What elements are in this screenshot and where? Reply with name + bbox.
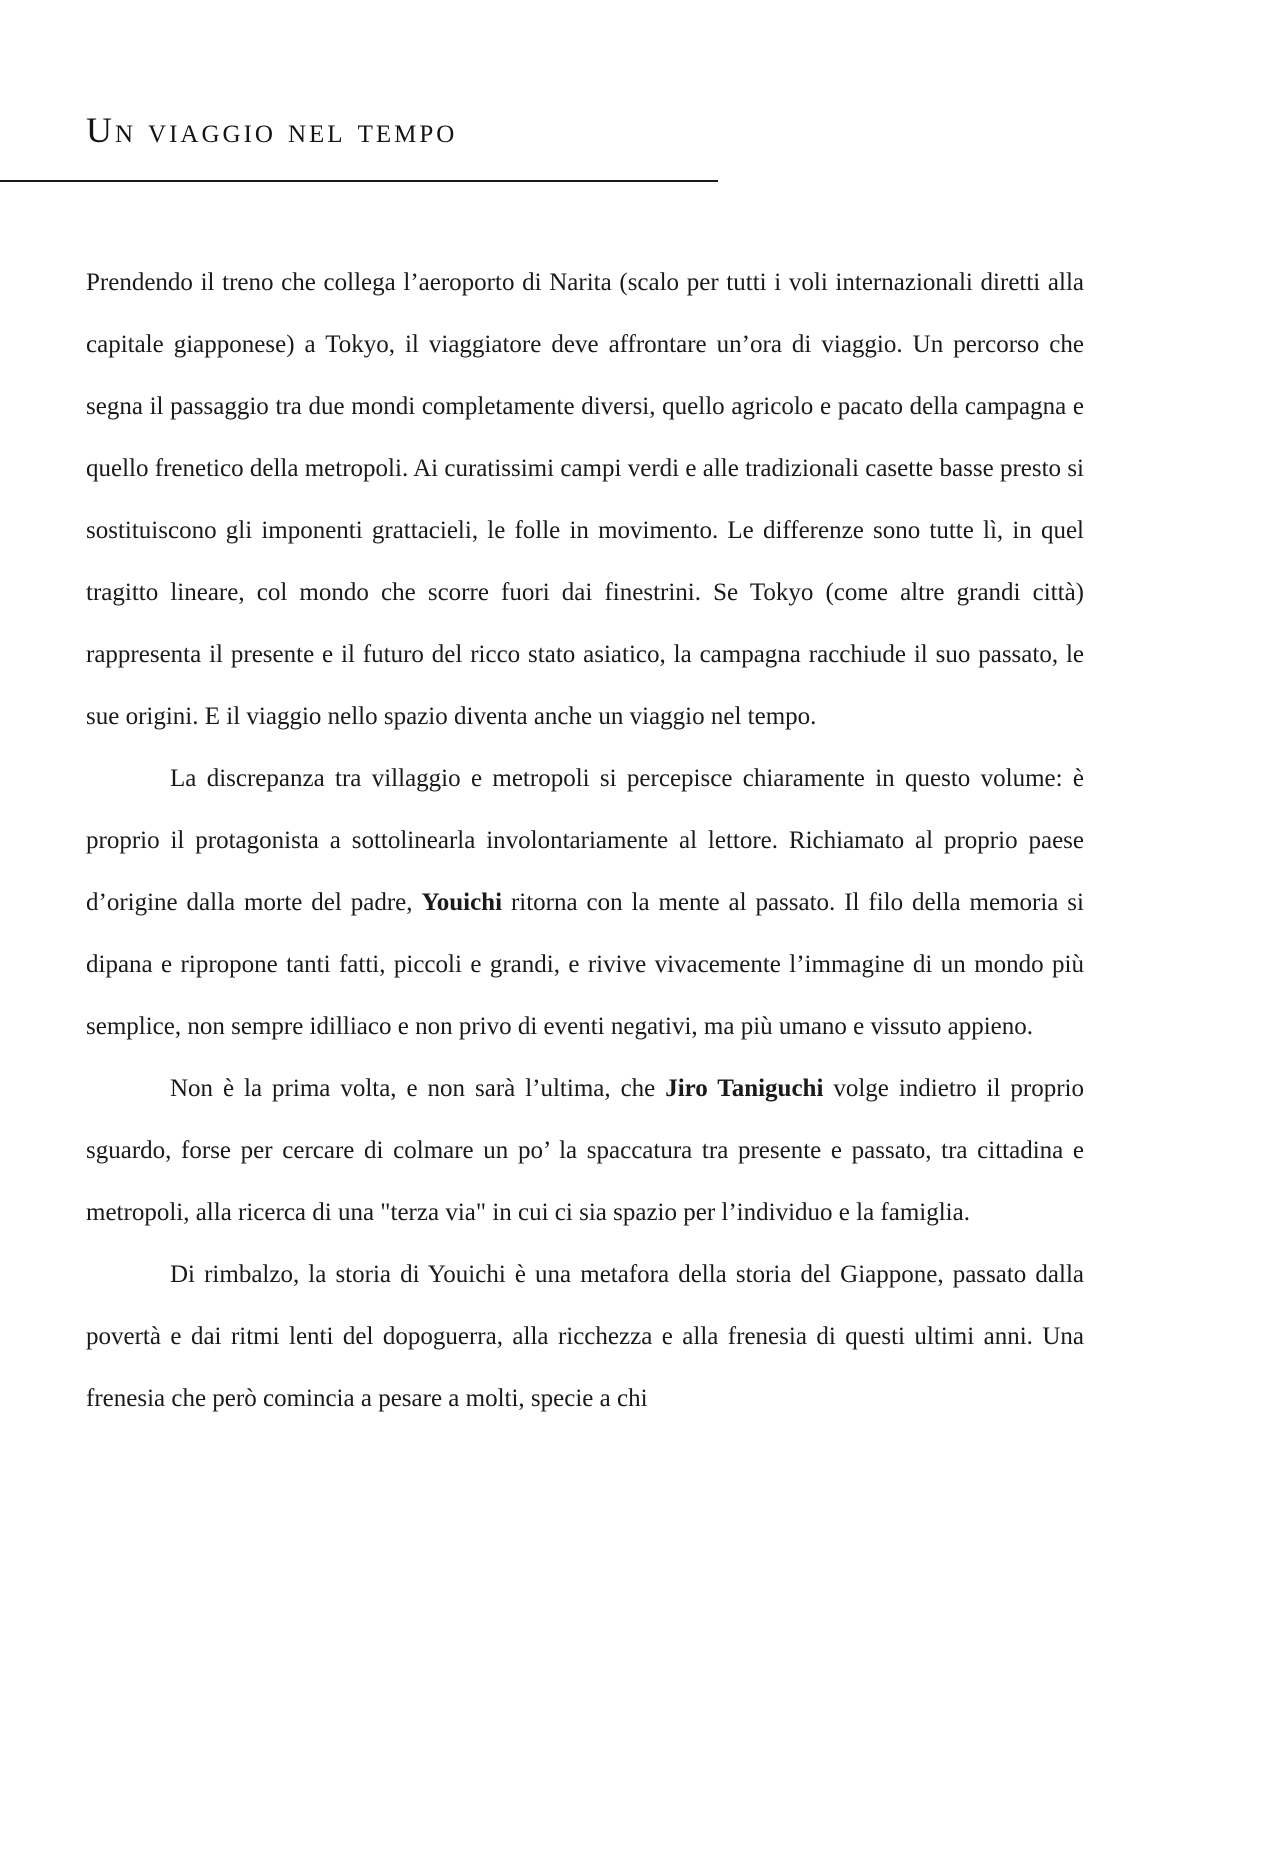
paragraph-2 [86,748,1084,1058]
paragraph-text: Prendendo il treno che collega l’aeroporto di Narita (scalo per tutti i voli internazionali diretti alla capitale giapponese) a Tokyo, il viaggiatore deve affrontare un’ora di viaggio. Un percorso che segna il passaggio tra due mondi completamente diversi, quello agricolo e pacato della campagna e quello frenetico della metropoli. Ai curatissimi campi verdi e alle tradizionali casette basse presto si sostituiscono gli imponenti grattacieli, le folle in movimento. Le differenze sono tutte lì, in quel tragitto lineare, col mondo che scorre fuori dai finestrini. Se Tokyo (come altre grandi città) rappresenta il presente e il futuro del ricco stato asiatico, la campagna racchiude il suo passato, le sue origini. E il viaggio nello spazio diventa anche un viaggio nel tempo. [86,269,1084,730]
paragraph-text: La discrepanza tra villaggio e metropoli si percepisce chiaramente in questo volume: è proprio il protagonista a sottolinearla involontariamente al lettore. Richiamato al proprio paese d’origine dalla morte del padre, [86,765,1084,916]
paragraph-text: volge indietro il proprio sguardo, forse per cercare di colmare un po’ la spaccatura tra presente e passato, tra cittadina e metropoli, alla ricerca di una "terza via" in cui ci sia spazio per l’individuo e la famiglia. [86,1075,1084,1226]
author-name: Jiro Taniguchi [665,1075,824,1102]
character-name: Youichi [421,889,503,916]
paragraph-1 [86,252,1084,748]
paragraph-3 [86,1058,1084,1244]
paragraph-text: Non è la prima volta, e non sarà l’ultima, che [170,1075,666,1102]
paragraph-text: ritorna con la mente al passato. Il filo della memoria si dipana e ripropone tanti fatti, piccoli e grandi, e rivive vivacemente l’immagine di un mondo più semplice, non sempre idilliaco e non privo di eventi negativi, ma più umano e vissuto appieno. [86,889,1084,1040]
paragraph-4 [86,1244,1084,1430]
article-body [86,252,1084,1430]
title-divider [0,180,718,182]
page-title: Un viaggio nel tempo [86,110,458,150]
paragraph-text: Di rimbalzo, la storia di Youichi è una metafora della storia del Giappone, passato dalla povertà e dai ritmi lenti del dopoguerra, alla ricchezza e alla frenesia di questi ultimi anni. Una frenesia che però comincia a pesare a molti, specie a chi [86,1261,1084,1412]
